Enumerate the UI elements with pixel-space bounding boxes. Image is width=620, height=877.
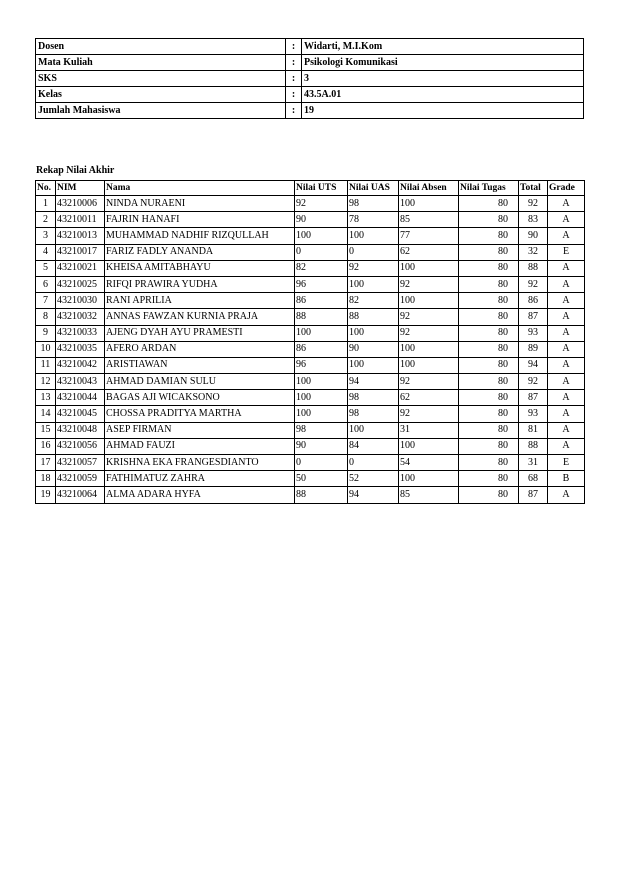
table-row xyxy=(36,422,585,438)
score-absen: 31 xyxy=(399,422,459,438)
student-name: KHEISA AMITABHAYU xyxy=(105,260,295,276)
score-absen: 85 xyxy=(399,212,459,228)
student-nim: 43210011 xyxy=(56,212,105,228)
table-row xyxy=(36,471,585,487)
course-info-table xyxy=(35,38,584,119)
grade: A xyxy=(548,276,585,292)
student-nim: 43210042 xyxy=(56,357,105,373)
score-total: 68 xyxy=(519,471,548,487)
score-uas: 90 xyxy=(348,341,399,357)
info-label: Mata Kuliah xyxy=(36,55,286,71)
info-colon: : xyxy=(286,87,302,103)
student-nim: 43210044 xyxy=(56,390,105,406)
info-colon: : xyxy=(286,103,302,119)
student-name: NINDA NURAENI xyxy=(105,196,295,212)
student-name: AHMAD DAMIAN SULU xyxy=(105,374,295,390)
table-row xyxy=(36,309,585,325)
column-header: NIM xyxy=(56,181,105,196)
score-absen: 92 xyxy=(399,276,459,292)
score-total: 92 xyxy=(519,196,548,212)
student-nim: 43210013 xyxy=(56,228,105,244)
student-name: AHMAD FAUZI xyxy=(105,438,295,454)
score-uas: 82 xyxy=(348,293,399,309)
row-number: 14 xyxy=(36,406,56,422)
info-row xyxy=(36,87,584,103)
score-absen: 100 xyxy=(399,471,459,487)
section-title: Rekap Nilai Akhir xyxy=(36,165,115,176)
score-absen: 92 xyxy=(399,374,459,390)
score-absen: 100 xyxy=(399,438,459,454)
student-nim: 43210059 xyxy=(56,471,105,487)
row-number: 5 xyxy=(36,260,56,276)
score-absen: 92 xyxy=(399,325,459,341)
table-row xyxy=(36,357,585,373)
column-header: Nama xyxy=(105,181,295,196)
score-tugas: 80 xyxy=(459,471,519,487)
student-name: KRISHNA EKA FRANGESDIANTO xyxy=(105,455,295,471)
score-uas: 98 xyxy=(348,196,399,212)
table-row xyxy=(36,212,585,228)
score-absen: 62 xyxy=(399,390,459,406)
row-number: 1 xyxy=(36,196,56,212)
row-number: 11 xyxy=(36,357,56,373)
grade: A xyxy=(548,228,585,244)
table-row xyxy=(36,228,585,244)
grade: A xyxy=(548,390,585,406)
student-name: ANNAS FAWZAN KURNIA PRAJA xyxy=(105,309,295,325)
score-uts: 86 xyxy=(295,293,348,309)
score-total: 87 xyxy=(519,390,548,406)
student-nim: 43210030 xyxy=(56,293,105,309)
score-uas: 100 xyxy=(348,422,399,438)
score-uas: 98 xyxy=(348,406,399,422)
score-uts: 90 xyxy=(295,212,348,228)
score-uas: 94 xyxy=(348,487,399,503)
student-name: RANI APRILIA xyxy=(105,293,295,309)
info-colon: : xyxy=(286,55,302,71)
score-absen: 85 xyxy=(399,487,459,503)
score-tugas: 80 xyxy=(459,325,519,341)
score-total: 89 xyxy=(519,341,548,357)
info-value: 43.5A.01 xyxy=(302,87,584,103)
score-uas: 88 xyxy=(348,309,399,325)
row-number: 19 xyxy=(36,487,56,503)
row-number: 16 xyxy=(36,438,56,454)
grade: E xyxy=(548,455,585,471)
row-number: 9 xyxy=(36,325,56,341)
score-absen: 92 xyxy=(399,309,459,325)
score-total: 88 xyxy=(519,438,548,454)
score-absen: 100 xyxy=(399,293,459,309)
row-number: 10 xyxy=(36,341,56,357)
info-value: Psikologi Komunikasi xyxy=(302,55,584,71)
score-tugas: 80 xyxy=(459,438,519,454)
student-nim: 43210057 xyxy=(56,455,105,471)
info-row xyxy=(36,39,584,55)
student-name: ASEP FIRMAN xyxy=(105,422,295,438)
score-tugas: 80 xyxy=(459,276,519,292)
grade: A xyxy=(548,406,585,422)
score-uts: 82 xyxy=(295,260,348,276)
score-total: 93 xyxy=(519,406,548,422)
score-tugas: 80 xyxy=(459,309,519,325)
student-nim: 43210033 xyxy=(56,325,105,341)
score-uas: 92 xyxy=(348,260,399,276)
grade: A xyxy=(548,374,585,390)
table-row xyxy=(36,244,585,260)
score-uts: 0 xyxy=(295,455,348,471)
score-absen: 77 xyxy=(399,228,459,244)
grades-table xyxy=(35,180,585,504)
score-tugas: 80 xyxy=(459,406,519,422)
score-total: 94 xyxy=(519,357,548,373)
row-number: 3 xyxy=(36,228,56,244)
student-nim: 43210032 xyxy=(56,309,105,325)
score-tugas: 80 xyxy=(459,341,519,357)
grade: A xyxy=(548,325,585,341)
column-header: Nilai UAS xyxy=(348,181,399,196)
score-tugas: 80 xyxy=(459,390,519,406)
score-uts: 88 xyxy=(295,487,348,503)
score-tugas: 80 xyxy=(459,212,519,228)
student-name: CHOSSA PRADITYA MARTHA xyxy=(105,406,295,422)
score-uts: 98 xyxy=(295,422,348,438)
row-number: 7 xyxy=(36,293,56,309)
score-uas: 78 xyxy=(348,212,399,228)
grade: B xyxy=(548,471,585,487)
score-total: 31 xyxy=(519,455,548,471)
score-uts: 90 xyxy=(295,438,348,454)
score-uts: 86 xyxy=(295,341,348,357)
score-uts: 92 xyxy=(295,196,348,212)
table-row xyxy=(36,455,585,471)
table-row xyxy=(36,325,585,341)
score-tugas: 80 xyxy=(459,455,519,471)
student-name: MUHAMMAD NADHIF RIZQULLAH xyxy=(105,228,295,244)
info-label: Jumlah Mahasiswa xyxy=(36,103,286,119)
table-row xyxy=(36,293,585,309)
table-row xyxy=(36,260,585,276)
score-uts: 50 xyxy=(295,471,348,487)
score-uts: 100 xyxy=(295,390,348,406)
grade: A xyxy=(548,309,585,325)
student-name: BAGAS AJI WICAKSONO xyxy=(105,390,295,406)
row-number: 2 xyxy=(36,212,56,228)
info-colon: : xyxy=(286,71,302,87)
score-tugas: 80 xyxy=(459,374,519,390)
grade: E xyxy=(548,244,585,260)
table-row xyxy=(36,196,585,212)
score-uas: 94 xyxy=(348,374,399,390)
score-absen: 100 xyxy=(399,260,459,276)
score-tugas: 80 xyxy=(459,357,519,373)
student-nim: 43210006 xyxy=(56,196,105,212)
table-row xyxy=(36,438,585,454)
score-total: 32 xyxy=(519,244,548,260)
table-row xyxy=(36,276,585,292)
score-absen: 100 xyxy=(399,357,459,373)
info-label: Kelas xyxy=(36,87,286,103)
grade: A xyxy=(548,293,585,309)
score-tugas: 80 xyxy=(459,422,519,438)
table-row xyxy=(36,487,585,503)
score-total: 93 xyxy=(519,325,548,341)
column-header: Total xyxy=(519,181,548,196)
score-absen: 92 xyxy=(399,406,459,422)
row-number: 4 xyxy=(36,244,56,260)
score-tugas: 80 xyxy=(459,196,519,212)
row-number: 18 xyxy=(36,471,56,487)
grade: A xyxy=(548,487,585,503)
score-uts: 100 xyxy=(295,406,348,422)
score-tugas: 80 xyxy=(459,244,519,260)
info-value: 19 xyxy=(302,103,584,119)
score-absen: 54 xyxy=(399,455,459,471)
grade: A xyxy=(548,260,585,276)
score-uts: 0 xyxy=(295,244,348,260)
student-name: ALMA ADARA HYFA xyxy=(105,487,295,503)
info-row xyxy=(36,71,584,87)
column-header: Nilai Tugas xyxy=(459,181,519,196)
column-header: Grade xyxy=(548,181,585,196)
column-header: No. xyxy=(36,181,56,196)
info-row xyxy=(36,103,584,119)
score-uas: 84 xyxy=(348,438,399,454)
score-total: 81 xyxy=(519,422,548,438)
student-name: AJENG DYAH AYU PRAMESTI xyxy=(105,325,295,341)
score-total: 87 xyxy=(519,487,548,503)
student-name: FATHIMATUZ ZAHRA xyxy=(105,471,295,487)
score-uts: 100 xyxy=(295,228,348,244)
table-row xyxy=(36,406,585,422)
student-nim: 43210017 xyxy=(56,244,105,260)
table-row xyxy=(36,374,585,390)
score-uas: 0 xyxy=(348,455,399,471)
score-uas: 0 xyxy=(348,244,399,260)
student-nim: 43210064 xyxy=(56,487,105,503)
table-header-row xyxy=(36,181,585,196)
table-row xyxy=(36,390,585,406)
score-uas: 100 xyxy=(348,357,399,373)
student-nim: 43210021 xyxy=(56,260,105,276)
info-label: Dosen xyxy=(36,39,286,55)
score-total: 92 xyxy=(519,374,548,390)
score-tugas: 80 xyxy=(459,228,519,244)
info-value: Widarti, M.I.Kom xyxy=(302,39,584,55)
score-uas: 52 xyxy=(348,471,399,487)
score-absen: 100 xyxy=(399,196,459,212)
score-total: 86 xyxy=(519,293,548,309)
student-nim: 43210056 xyxy=(56,438,105,454)
score-tugas: 80 xyxy=(459,260,519,276)
score-total: 92 xyxy=(519,276,548,292)
table-row xyxy=(36,341,585,357)
score-absen: 100 xyxy=(399,341,459,357)
grade: A xyxy=(548,196,585,212)
info-colon: : xyxy=(286,39,302,55)
student-name: FARIZ FADLY ANANDA xyxy=(105,244,295,260)
info-row xyxy=(36,55,584,71)
score-uas: 100 xyxy=(348,325,399,341)
column-header: Nilai Absen xyxy=(399,181,459,196)
info-label: SKS xyxy=(36,71,286,87)
student-nim: 43210025 xyxy=(56,276,105,292)
grade: A xyxy=(548,357,585,373)
score-tugas: 80 xyxy=(459,487,519,503)
score-uts: 100 xyxy=(295,325,348,341)
row-number: 17 xyxy=(36,455,56,471)
grade: A xyxy=(548,341,585,357)
student-name: FAJRIN HANAFI xyxy=(105,212,295,228)
score-uts: 100 xyxy=(295,374,348,390)
score-uas: 100 xyxy=(348,276,399,292)
score-uts: 96 xyxy=(295,357,348,373)
student-nim: 43210035 xyxy=(56,341,105,357)
row-number: 12 xyxy=(36,374,56,390)
grade: A xyxy=(548,422,585,438)
student-nim: 43210043 xyxy=(56,374,105,390)
student-name: ARISTIAWAN xyxy=(105,357,295,373)
student-name: AFERO ARDAN xyxy=(105,341,295,357)
score-total: 90 xyxy=(519,228,548,244)
column-header: Nilai UTS xyxy=(295,181,348,196)
score-uts: 88 xyxy=(295,309,348,325)
row-number: 6 xyxy=(36,276,56,292)
score-total: 83 xyxy=(519,212,548,228)
student-name: RIFQI PRAWIRA YUDHA xyxy=(105,276,295,292)
score-uts: 96 xyxy=(295,276,348,292)
score-tugas: 80 xyxy=(459,293,519,309)
student-nim: 43210045 xyxy=(56,406,105,422)
grade: A xyxy=(548,438,585,454)
score-total: 88 xyxy=(519,260,548,276)
score-uas: 100 xyxy=(348,228,399,244)
row-number: 15 xyxy=(36,422,56,438)
score-absen: 62 xyxy=(399,244,459,260)
score-total: 87 xyxy=(519,309,548,325)
score-uas: 98 xyxy=(348,390,399,406)
grade: A xyxy=(548,212,585,228)
student-nim: 43210048 xyxy=(56,422,105,438)
info-value: 3 xyxy=(302,71,584,87)
row-number: 8 xyxy=(36,309,56,325)
row-number: 13 xyxy=(36,390,56,406)
